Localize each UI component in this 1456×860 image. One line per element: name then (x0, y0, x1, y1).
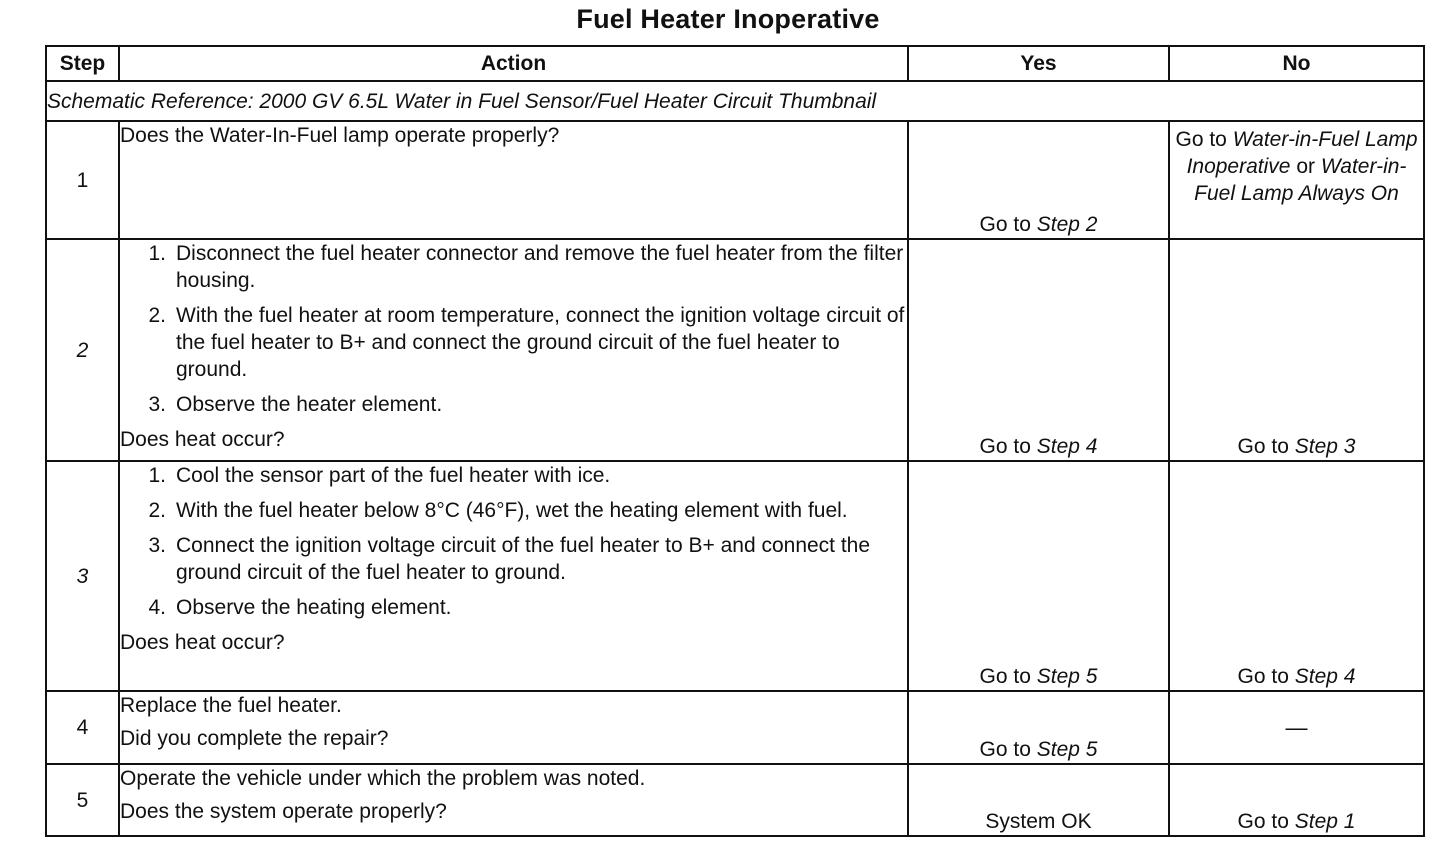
step-number: 2 (46, 239, 119, 461)
table-row (46, 764, 1424, 836)
goto-label: Go to (979, 665, 1031, 688)
no-cell (1169, 239, 1424, 461)
header-row (46, 46, 1424, 81)
diagnostic-table (45, 45, 1425, 837)
table-row (46, 121, 1424, 239)
instruction-text: Cool the sensor part of the fuel heater with ice. (176, 464, 611, 487)
action-text: Operate the vehicle under which the problem was noted. (120, 767, 646, 790)
goto-label: Go to (1237, 665, 1289, 688)
no-cell (1169, 764, 1424, 836)
schematic-reference: Schematic Reference: 2000 GV 6.5L Water in Fuel Sensor/Fuel Heater Circuit Thumbnail (46, 81, 1424, 121)
action-cell (119, 461, 908, 691)
instruction-text: With the fuel heater at room temperature, connect the ignition voltage circuit of the fuel heater to B+ and connect the ground circuit of the fuel heater to ground. (176, 304, 905, 381)
step-link[interactable]: Step 4 (1294, 665, 1356, 688)
instruction-text: Connect the ignition voltage circuit of the fuel heater to B+ and connect the ground circuit of the fuel heater to ground. (176, 534, 871, 584)
yes-cell (908, 121, 1169, 239)
table-row (46, 691, 1424, 764)
or-label: or (1296, 155, 1315, 178)
not-applicable-dash: — (1285, 714, 1308, 740)
step-link[interactable]: Step 5 (1036, 738, 1098, 761)
question: Does the system operate properly? (120, 800, 447, 823)
list-item: 3. Observe the heater element. (120, 391, 907, 418)
result-text: System OK (985, 810, 1092, 833)
no-cell (1169, 691, 1424, 764)
list-item: 3. Connect the ignition voltage circuit of the fuel heater to B+ and connect the ground circuit of the fuel heater to ground. (120, 532, 907, 586)
table-row (46, 239, 1424, 461)
yes-cell (908, 461, 1169, 691)
step-link[interactable]: Step 4 (1036, 435, 1098, 458)
list-item: 2. With the fuel heater below 8°C (46°F), wet the heating element with fuel. (120, 497, 907, 524)
yes-cell (908, 239, 1169, 461)
instruction-text: Observe the heater element. (176, 393, 443, 416)
page-title: Fuel Heater Inoperative (576, 4, 880, 34)
list-item: 1. Disconnect the fuel heater connector and remove the fuel heater from the filter housing. (120, 240, 907, 294)
column-header-action: Action (119, 46, 908, 81)
action-cell (119, 764, 908, 836)
step-number: 3 (46, 461, 119, 691)
action-cell (119, 121, 908, 239)
goto-label: Go to (979, 738, 1031, 761)
instruction-text: With the fuel heater below 8°C (46°F), wet the heating element with fuel. (176, 499, 848, 522)
action-text: Replace the fuel heater. (120, 694, 342, 717)
question: Did you complete the repair? (120, 727, 389, 750)
instruction-text: Observe the heating element. (176, 596, 452, 619)
yes-cell (908, 691, 1169, 764)
instruction-list (120, 240, 907, 418)
action-cell (119, 691, 908, 764)
goto-label: Go to (1237, 435, 1289, 458)
instruction-text: Disconnect the fuel heater connector and remove the fuel heater from the filter housing. (176, 242, 904, 292)
question: Does heat occur? (120, 428, 285, 451)
list-item: 2. With the fuel heater at room temperature, connect the ignition voltage circuit of the fuel heater to B+ and connect the ground circuit of the fuel heater to ground. (120, 302, 907, 383)
instruction-list (120, 462, 907, 621)
no-cell (1169, 121, 1424, 239)
step-number: 1 (46, 121, 119, 239)
step-link[interactable]: Step 3 (1294, 435, 1356, 458)
step-link[interactable]: Step 5 (1036, 665, 1098, 688)
goto-label: Go to (979, 213, 1031, 236)
yes-cell (908, 764, 1169, 836)
reference-row (46, 81, 1424, 121)
goto-label: Go to (1175, 128, 1227, 151)
goto-label: Go to (1237, 810, 1289, 833)
list-item: 1. Cool the sensor part of the fuel heater with ice. (120, 462, 907, 489)
step-number: 5 (46, 764, 119, 836)
action-cell (119, 239, 908, 461)
question: Does the Water-In-Fuel lamp operate properly? (120, 124, 560, 147)
step-link[interactable]: Step 1 (1294, 810, 1356, 833)
procedure-link[interactable]: Water-in-Fuel Lamp Inoperative (1186, 128, 1418, 178)
procedure-link[interactable]: Water-in-Fuel Lamp Always On (1194, 155, 1407, 205)
no-cell (1169, 461, 1424, 691)
step-link[interactable]: Step 2 (1036, 213, 1098, 236)
list-item: 4. Observe the heating element. (120, 594, 907, 621)
column-header-step: Step (46, 46, 119, 81)
question: Does heat occur? (120, 631, 285, 654)
goto-label: Go to (979, 435, 1031, 458)
column-header-no: No (1169, 46, 1424, 81)
step-number: 4 (46, 691, 119, 764)
column-header-yes: Yes (908, 46, 1169, 81)
table-row (46, 461, 1424, 691)
